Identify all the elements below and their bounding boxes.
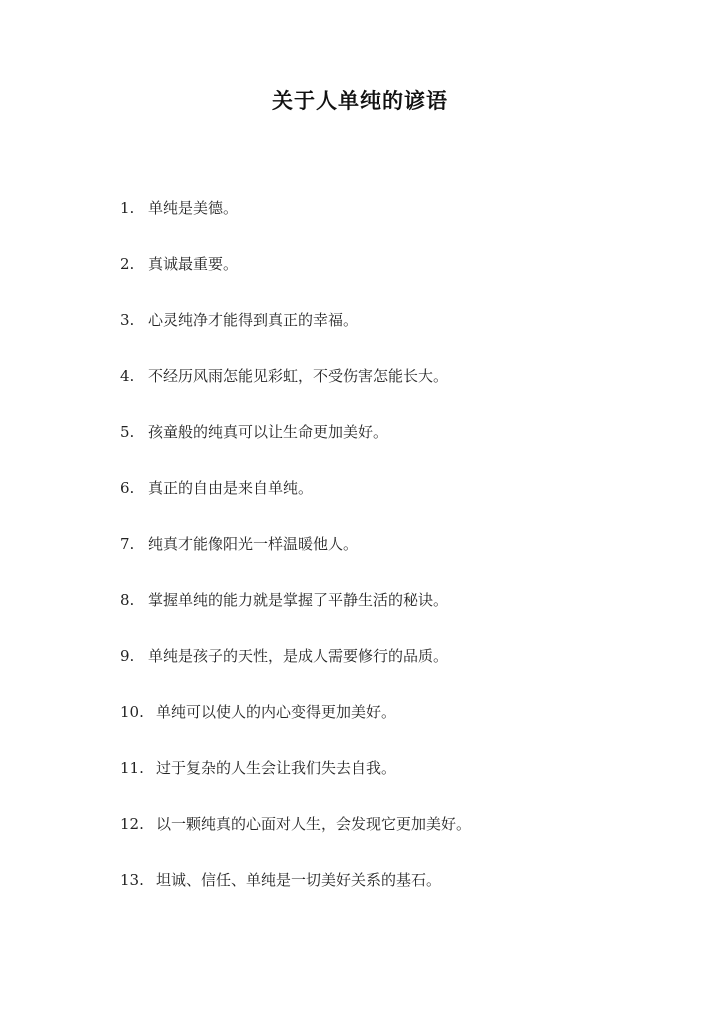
list-item xyxy=(120,644,680,700)
list-item xyxy=(120,700,680,756)
item-number: 11. xyxy=(120,759,144,777)
item-text: 坦诚、信任、单纯是一切美好关系的基石。 xyxy=(156,871,442,889)
item-number: 13. xyxy=(120,871,144,889)
list-item xyxy=(120,364,680,420)
list-item xyxy=(120,532,680,588)
item-text: 单纯可以使人的内心变得更加美好。 xyxy=(156,703,397,721)
item-text: 真诚最重要。 xyxy=(148,255,239,273)
item-number: 1. xyxy=(120,199,135,217)
list-item xyxy=(120,196,680,252)
item-text: 真正的自由是来自单纯。 xyxy=(148,479,314,497)
list-item xyxy=(120,812,680,868)
document-title: 关于人单纯的谚语 xyxy=(272,88,448,113)
item-number: 2. xyxy=(120,255,135,273)
proverb-list xyxy=(120,196,680,924)
list-item xyxy=(120,476,680,532)
list-item xyxy=(120,420,680,476)
item-number: 12. xyxy=(120,815,144,833)
item-text: 单纯是美德。 xyxy=(148,199,239,217)
item-number: 6. xyxy=(120,479,135,497)
list-item xyxy=(120,588,680,644)
list-item xyxy=(120,252,680,308)
item-text: 不经历风雨怎能见彩虹，不受伤害怎能长大。 xyxy=(148,367,449,385)
item-text: 心灵纯净才能得到真正的幸福。 xyxy=(148,311,359,329)
item-number: 7. xyxy=(120,535,135,553)
item-text: 掌握单纯的能力就是掌握了平静生活的秘诀。 xyxy=(148,591,449,609)
item-number: 5. xyxy=(120,423,135,441)
list-item xyxy=(120,756,680,812)
item-text: 过于复杂的人生会让我们失去自我。 xyxy=(156,759,397,777)
list-item xyxy=(120,308,680,364)
item-text: 纯真才能像阳光一样温暖他人。 xyxy=(148,535,359,553)
item-number: 8. xyxy=(120,591,135,609)
item-number: 4. xyxy=(120,367,135,385)
item-text: 单纯是孩子的天性，是成人需要修行的品质。 xyxy=(148,647,449,665)
item-number: 10. xyxy=(120,703,144,721)
item-number: 9. xyxy=(120,647,135,665)
item-text: 以一颗纯真的心面对人生，会发现它更加美好。 xyxy=(156,815,472,833)
item-text: 孩童般的纯真可以让生命更加美好。 xyxy=(148,423,389,441)
list-item xyxy=(120,868,680,924)
item-number: 3. xyxy=(120,311,135,329)
